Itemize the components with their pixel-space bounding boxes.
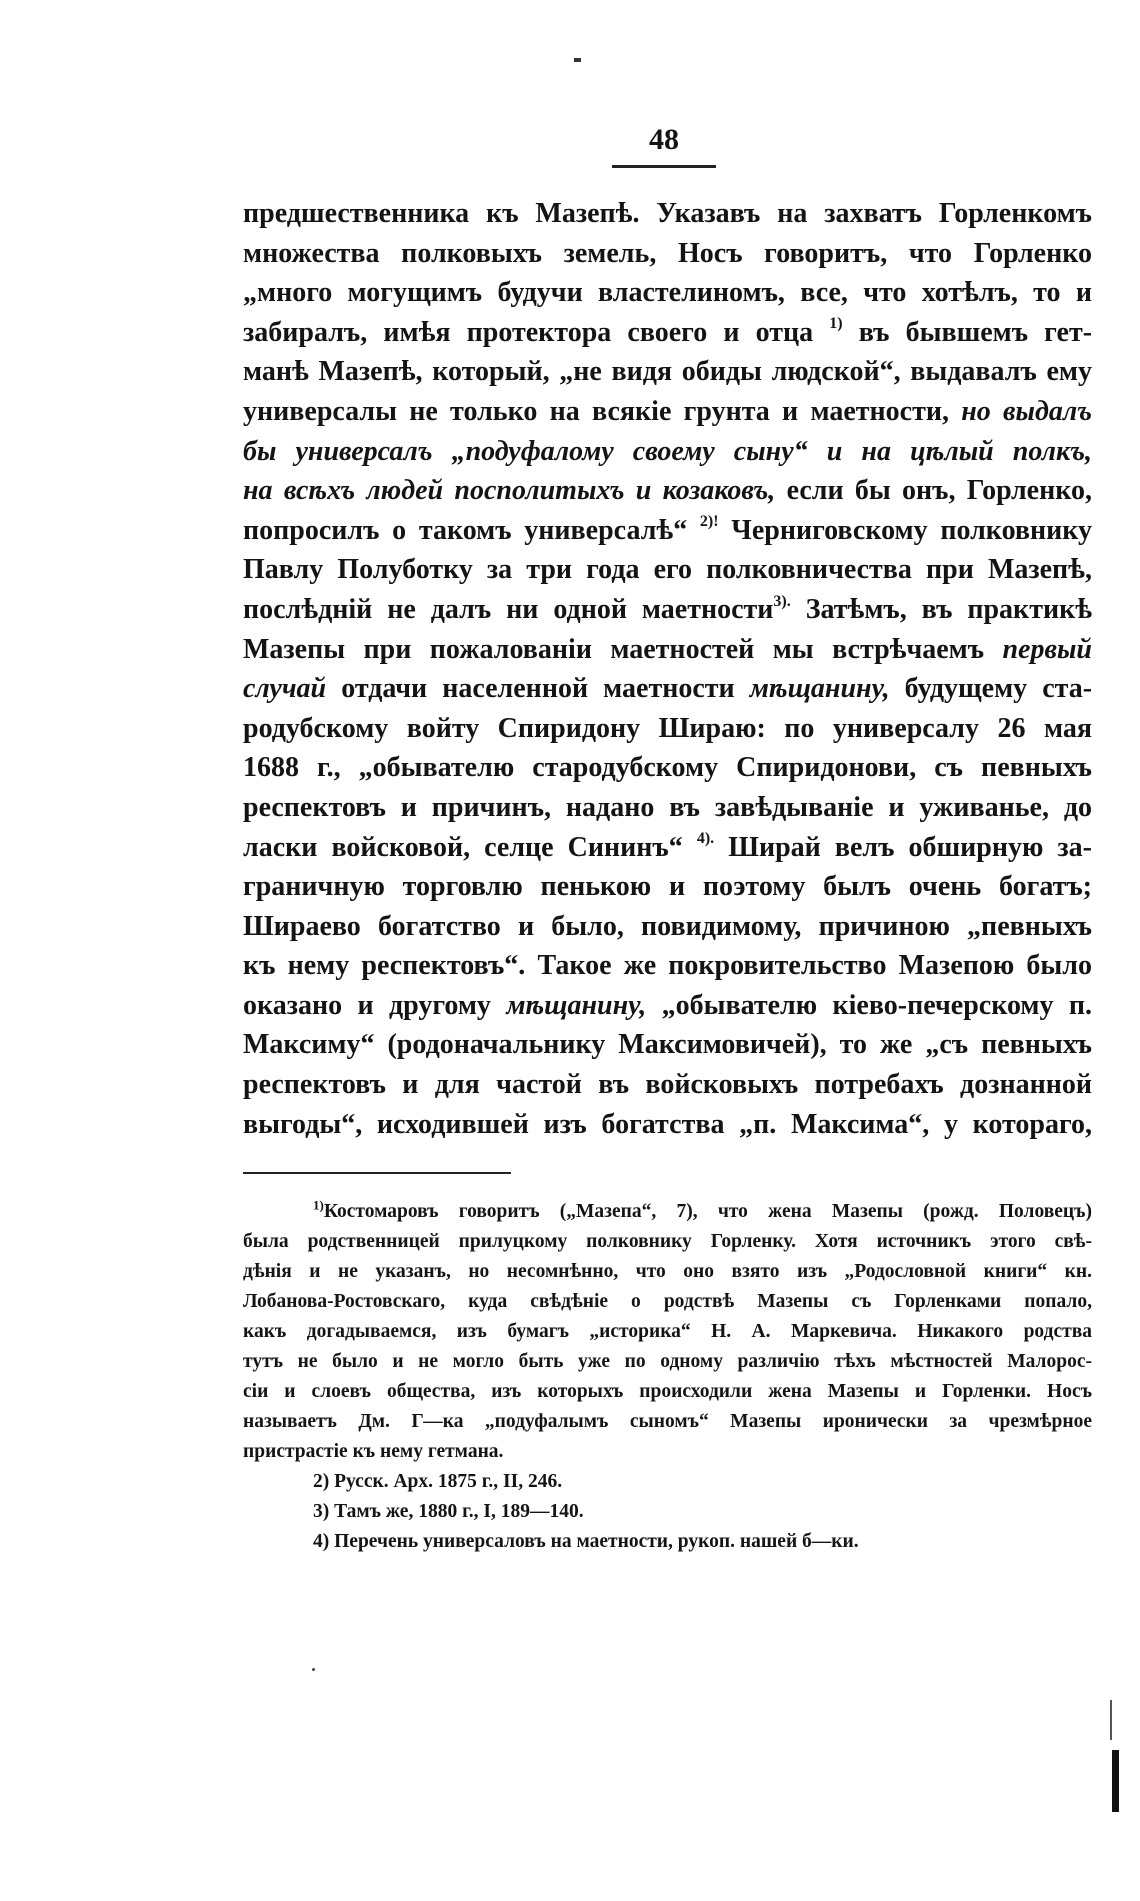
text-segment: отдачи населенной маетности [341, 673, 735, 705]
text-segment: Мазепы при пожалованіи маетностей мы встрѣчаемъ [243, 633, 985, 665]
text-line [243, 669, 1092, 709]
text-segment: „обывателю кіево-печерскому п. [661, 989, 1093, 1021]
text-line: выгоды“, исходившей изъ богатства „п. Максима“, у котораго, [243, 1108, 1092, 1140]
text-line [243, 630, 1092, 670]
text-segment: послѣдній не далъ ни одной маетности [243, 593, 774, 625]
footnote-ref: 2)! [699, 513, 719, 531]
scan-edge-mark [1110, 1700, 1112, 1740]
footnote-line: называетъ Дм. Г—ка „подуфалымъ сыномъ“ Мазепы иронически за чрезмѣрное [243, 1411, 1092, 1432]
text-line [243, 590, 1092, 630]
text-line: Шираево богатство и было, повидимому, причиною „певныхъ [243, 910, 1092, 942]
footnote-line: была родственницей прилуцкому полковнику Горленку. Хотя источникъ этого свѣ- [243, 1231, 1092, 1252]
text-segment: забиралъ, имѣя протектора своего и отца [243, 316, 814, 348]
italic-text: мѣщанину, [749, 673, 890, 705]
text-line: граничную торговлю пенькою и поэтому былъ очень богатъ; [243, 871, 1092, 903]
text-line [243, 313, 1092, 353]
text-line [243, 471, 1092, 511]
text-line: 1688 г., „обывателю стародубскому Спиридонови, съ певныхъ [243, 752, 1092, 784]
text-segment: ласки войсковой, селце Сининъ“ [243, 831, 683, 863]
footnote-line: какъ догадываемся, изъ бумагъ „историка“ Н. А. Маркевича. Никакого родства [243, 1321, 1092, 1342]
text-line: „много могущимъ будучи властелиномъ, все, что хотѣлъ, то и [243, 277, 1092, 309]
italic-text: мѣщанину, [506, 989, 647, 1021]
italic-text: первый [1002, 633, 1092, 665]
footnotes [243, 1197, 1092, 1557]
footnote-line: сіи и слоевъ общества, изъ которыхъ происходили жена Мазепы и Горленки. Носъ [243, 1381, 1092, 1402]
text-line [243, 511, 1092, 551]
text-line: множества полковыхъ земель, Носъ говоритъ, что Горленко [243, 237, 1092, 269]
italic-text: но выдалъ [961, 395, 1092, 427]
page-number-rule [612, 165, 716, 168]
footnote-line: пристрастіе къ нему гетмана. [243, 1441, 504, 1462]
footnote-separator [243, 1172, 511, 1174]
text-segment: попросилъ о такомъ универсалѣ“ [243, 514, 688, 546]
footnote-line: Лобанова-Ростовскаго, куда свѣдѣніе о родствѣ Мазепы съ Горленками попало, [243, 1291, 1092, 1312]
page-mark [574, 58, 581, 62]
italic-text: случай [243, 673, 327, 705]
footnote-line [243, 1197, 1092, 1227]
text-line [243, 828, 1092, 868]
text-segment: Затѣмъ, въ практикѣ [805, 593, 1093, 625]
italic-text: бы универсалъ „подуфалому своему сыну“ и на цѣлый полкъ, [243, 435, 1092, 467]
text-line: респектовъ и причинъ, надано въ завѣдываніе и уживанье, до [243, 791, 1092, 823]
page-number: 48 [649, 123, 679, 156]
footnote-line: 3) Тамъ же, 1880 г., I, 189—140. [313, 1501, 584, 1522]
footnote-marker: 1) [313, 1197, 324, 1213]
text-line: респектовъ и для частой въ войсковыхъ потребахъ дознанной [243, 1069, 1092, 1101]
text-segment: Черниговскому полковнику [731, 514, 1092, 546]
text-segment: оказано и другому [243, 989, 491, 1021]
text-segment: въ бывшемъ гет- [858, 316, 1093, 348]
footnote-line: 4) Перечень универсаловъ на маетности, рукоп. нашей б—ки. [313, 1531, 859, 1552]
text-line: Максиму“ (родоначальнику Максимовичей), то же „съ певныхъ [243, 1029, 1092, 1061]
italic-text: на всѣхъ людей посполитыхъ и козаковъ, [243, 475, 776, 507]
text-line: манѣ Мазепѣ, который, „не видя обиды людской“, выдавалъ ему [243, 356, 1092, 388]
text-segment: будущему ста- [904, 673, 1093, 705]
footnote-ref: 3). [773, 592, 791, 610]
footnote-line: дѣнія и не указанъ, но несомнѣнно, что оно взято изъ „Родословной книги“ кн. [243, 1261, 1092, 1282]
scan-speck [312, 1668, 315, 1671]
text-line [243, 986, 1092, 1026]
text-line: родубскому войту Спиридону Шираю: по универсалу 26 мая [243, 712, 1092, 744]
text-segment: Ширай велъ обширную за- [728, 831, 1092, 863]
footnote-ref: 1) [829, 315, 843, 333]
text-line: Павлу Полуботку за три года его полковничества при Мазепѣ, [243, 554, 1092, 586]
text-line: предшественника къ Мазепѣ. Указавъ на захватъ Горленкомъ [243, 198, 1092, 229]
body-text [243, 194, 1092, 1144]
footnote-text: Костомаровъ говоритъ („Мазепа“, 7), что жена Мазепы (рожд. Половецъ) [323, 1201, 1092, 1222]
footnote-ref: 4). [696, 830, 715, 848]
text-line: къ нему респектовъ“. Такое же покровительство Мазепою было [243, 950, 1092, 982]
scan-edge-bar [1112, 1750, 1119, 1812]
text-segment: если бы онъ, Горленко, [786, 475, 1093, 507]
text-line [243, 432, 1092, 472]
footnote-line: 2) Русск. Арх. 1875 г., II, 246. [313, 1471, 563, 1492]
text-segment: универсалы не только на всякіе грунта и маетности, [243, 395, 949, 427]
text-line [243, 392, 1092, 432]
footnote-line: тутъ не было и не могло быть уже по одному различію тѣхъ мѣстностей Малорос- [243, 1351, 1092, 1372]
